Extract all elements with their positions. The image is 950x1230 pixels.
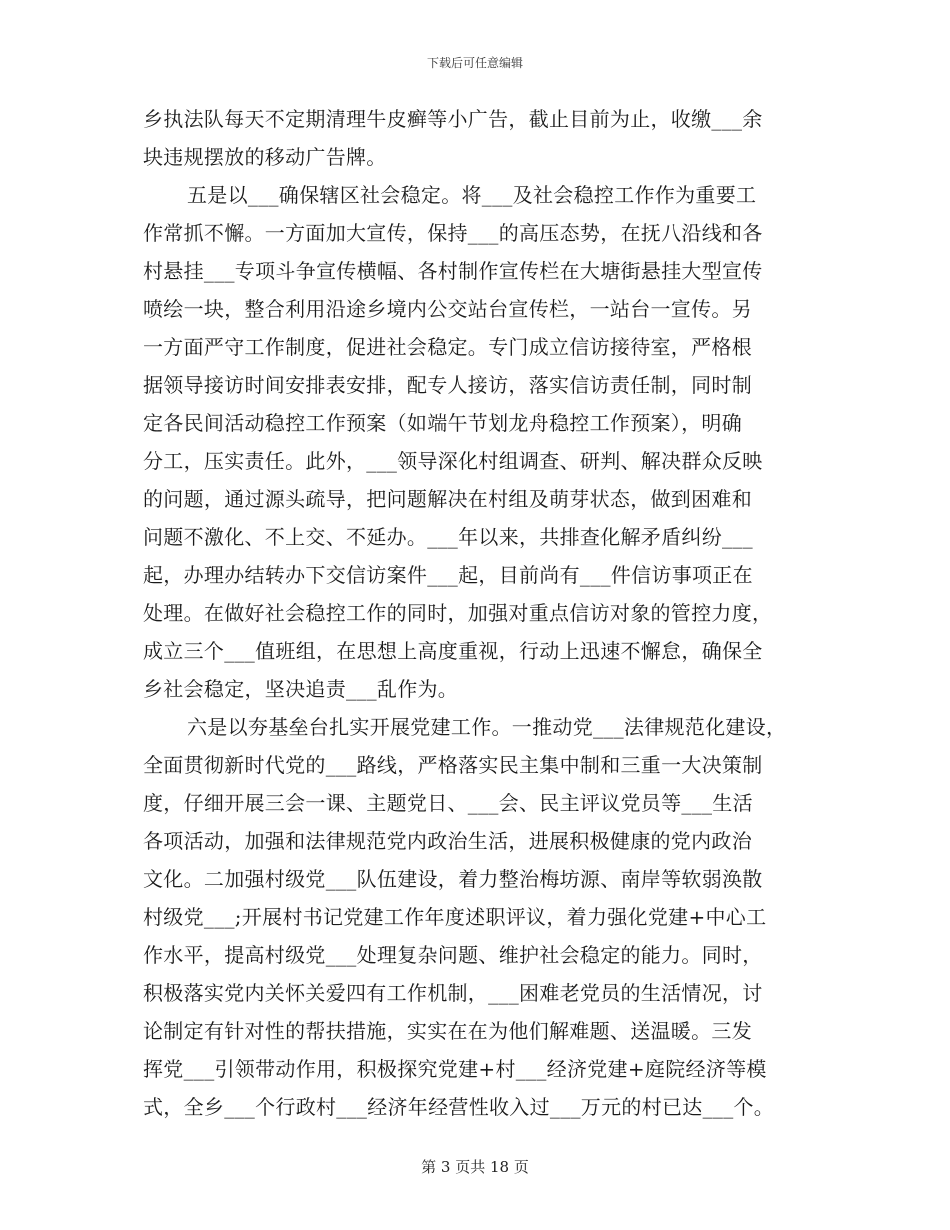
page-header: 下载后可任意编辑	[426, 56, 523, 70]
text-line: 村悬挂___专项斗争宣传横幅、各村制作宣传栏在大塘街悬挂大型宣传	[143, 259, 763, 283]
text-line: 喷绘一块，整合利用沿途乡境内公交站台宣传栏，一站台一宣传。另	[143, 297, 752, 321]
text-line: 乡社会稳定，坚决追责___乱作为。	[143, 677, 459, 701]
paragraph-start-line: 六是以夯基垒台扎实开展党建工作。一推动党___法律规范化建设，	[187, 715, 787, 739]
text-line: 的问题，通过源头疏导，把问题解决在村组及萌芽状态，做到困难和	[143, 487, 752, 511]
text-line: 积极落实党内关怀关爱四有工作机制，___困难老党员的生活情况，讨	[143, 981, 763, 1005]
text-line: 块违规摆放的移动广告牌。	[143, 145, 387, 169]
text-line: 定各民间活动稳控工作预案（如端午节划龙舟稳控工作预案），明确	[143, 411, 742, 435]
text-line: 据领导接访时间安排表安排，配专人接访，落实信访责任制，同时制	[143, 373, 752, 397]
text-line: 一方面严守工作制度，促进社会稳定。专门成立信访接待室，严格根	[143, 335, 752, 359]
page-footer: 第 3 页共 18 页	[421, 1158, 529, 1176]
text-line: 式，全乡___个行政村___经济年经营性收入过___万元的村已达___个。	[143, 1095, 775, 1119]
text-line: 作常抓不懈。一方面加大宣传，保持___的高压态势，在抚八沿线和各	[143, 221, 763, 245]
text-line: 成立三个___值班组，在思想上高度重视，行动上迅速不懈怠，确保全	[143, 639, 763, 663]
paragraph-start-line: 五是以___确保辖区社会稳定。将___及社会稳控工作作为重要工	[187, 183, 757, 207]
text-line: 村级党___;开展村书记党建工作年度述职评议，着力强化党建+中心工	[143, 905, 767, 929]
text-line: 论制定有针对性的帮扶措施，实实在在为他们解难题、送温暖。三发	[143, 1019, 752, 1043]
text-line: 挥党___引领带动作用，积极探究党建+村___经济党建+庭院经济等模	[143, 1057, 767, 1081]
text-line: 问题不激化、不上交、不延办。___年以来，共排查化解矛盾纠纷___	[143, 525, 753, 549]
text-line: 乡执法队每天不定期清理牛皮癣等小广告，截止目前为止，收缴___余	[143, 107, 763, 131]
text-line: 文化。二加强村级党___队伍建设，着力整治梅坊源、南岸等软弱涣散	[143, 867, 763, 891]
text-line: 度，仔细开展三会一课、主题党日、___会、民主评议党员等___生活	[143, 791, 753, 815]
text-line: 处理。在做好社会稳控工作的同时，加强对重点信访对象的管控力度，	[143, 601, 773, 625]
text-line: 全面贯彻新时代党的___路线，严格落实民主集中制和三重一大决策制	[143, 753, 763, 777]
document-body	[143, 100, 810, 1126]
text-line: 起，办理办结转办下交信访案件___起，目前尚有___件信访事项正在	[143, 563, 753, 587]
text-line: 各项活动，加强和法律规范党内政治生活，进展积极健康的党内政治	[143, 829, 752, 853]
text-line: 作水平，提高村级党___处理复杂问题、维护社会稳定的能力。同时，	[143, 943, 763, 967]
text-line: 分工，压实责任。此外，___领导深化村组调查、研判、解决群众反映	[143, 449, 763, 473]
